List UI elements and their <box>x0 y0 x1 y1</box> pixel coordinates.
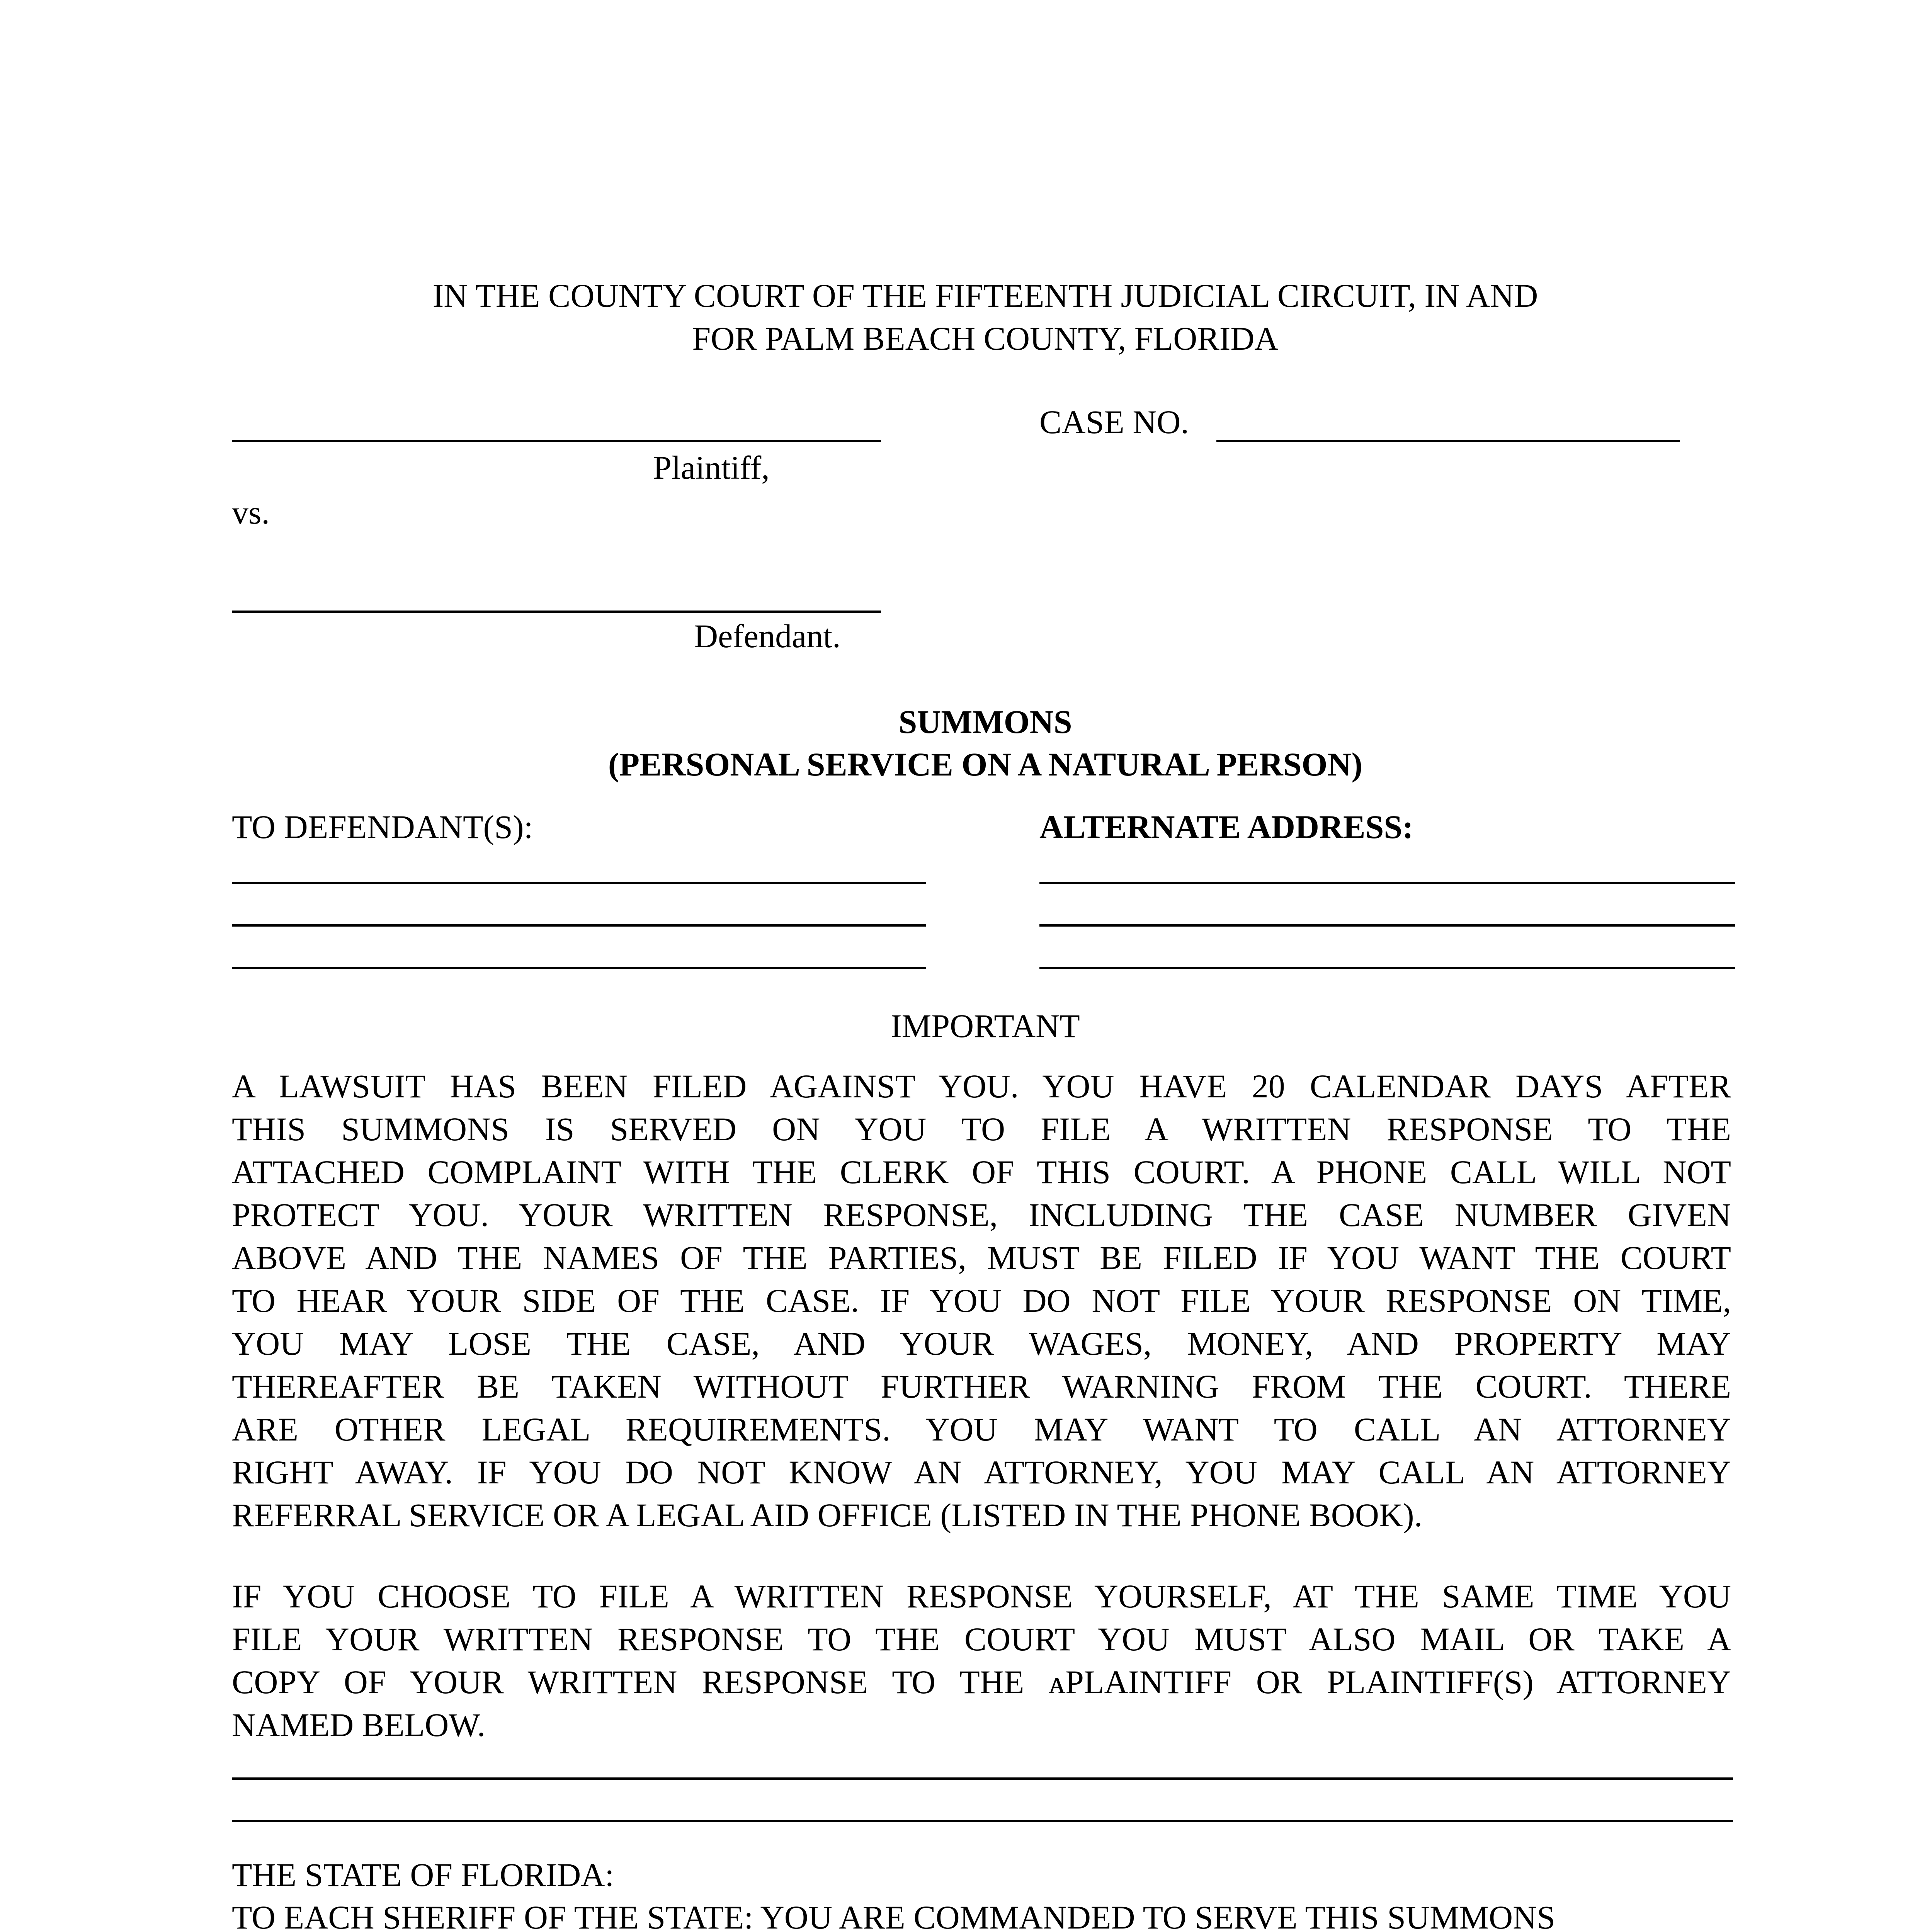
summons-title: SUMMONS <box>898 703 1072 740</box>
case-no-line[interactable] <box>1216 440 1680 442</box>
vs-label: vs. <box>232 494 270 531</box>
attorney-info-line[interactable] <box>232 1820 1733 1822</box>
court-heading-line-1: IN THE COUNTY COURT OF THE FIFTEENTH JUDICIAL CIRCUIT, IN AND <box>432 277 1538 314</box>
important-paragraph-2 <box>232 1575 1731 1747</box>
plaintiff-name-line[interactable] <box>232 440 881 442</box>
defendant-label: Defendant. <box>694 617 841 655</box>
paragraph-line: FILE YOUR WRITTEN RESPONSE TO THE COURT YOU MUST ALSO MAIL OR TAKE A <box>232 1621 1731 1658</box>
defendant-address-line[interactable] <box>232 967 926 969</box>
paragraph-line: PROTECT YOU. YOUR WRITTEN RESPONSE, INCLUDING THE CASE NUMBER GIVEN <box>232 1196 1731 1233</box>
defendant-address-line[interactable] <box>232 924 926 927</box>
state-line: THE STATE OF FLORIDA: <box>232 1856 614 1893</box>
case-no-label: CASE NO. <box>1039 403 1189 440</box>
alternate-address-line[interactable] <box>1039 924 1735 927</box>
to-defendants-label: TO DEFENDANT(S): <box>232 808 533 845</box>
summons-subtitle: (PERSONAL SERVICE ON A NATURAL PERSON) <box>608 746 1363 783</box>
important-heading: IMPORTANT <box>891 1007 1080 1044</box>
plaintiff-label: Plaintiff, <box>653 449 770 486</box>
paragraph-line: THEREAFTER BE TAKEN WITHOUT FURTHER WARNING FROM THE COURT. THERE <box>232 1368 1731 1405</box>
alternate-address-line[interactable] <box>1039 967 1735 969</box>
paragraph-line: ATTACHED COMPLAINT WITH THE CLERK OF THIS COURT. A PHONE CALL WILL NOT <box>232 1153 1731 1190</box>
defendant-name-line[interactable] <box>232 611 881 613</box>
alternate-address-line[interactable] <box>1039 882 1735 884</box>
paragraph-line: YOU MAY LOSE THE CASE, AND YOUR WAGES, MONEY, AND PROPERTY MAY <box>232 1325 1731 1362</box>
paragraph-line: NAMED BELOW. <box>232 1706 486 1743</box>
paragraph-line: THIS SUMMONS IS SERVED ON YOU TO FILE A WRITTEN RESPONSE TO THE <box>232 1111 1731 1148</box>
paragraph-line: ARE OTHER LEGAL REQUIREMENTS. YOU MAY WANT TO CALL AN ATTORNEY <box>232 1411 1731 1448</box>
paragraph-line: IF YOU CHOOSE TO FILE A WRITTEN RESPONSE YOURSELF, AT THE SAME TIME YOU <box>232 1578 1731 1615</box>
paragraph-line: RIGHT AWAY. IF YOU DO NOT KNOW AN ATTORNEY, YOU MAY CALL AN ATTORNEY <box>232 1454 1731 1491</box>
paragraph-line: COPY OF YOUR WRITTEN RESPONSE TO THE ᴀPLAINTIFF OR PLAINTIFF(S) ATTORNEY <box>232 1663 1731 1701</box>
paragraph-line: A LAWSUIT HAS BEEN FILED AGAINST YOU. YOU HAVE 20 CALENDAR DAYS AFTER <box>232 1068 1731 1105</box>
paragraph-line: ABOVE AND THE NAMES OF THE PARTIES, MUST BE FILED IF YOU WANT THE COURT <box>232 1239 1731 1276</box>
court-heading-line-2: FOR PALM BEACH COUNTY, FLORIDA <box>692 320 1279 357</box>
defendant-address-line[interactable] <box>232 882 926 884</box>
paragraph-line: TO HEAR YOUR SIDE OF THE CASE. IF YOU DO NOT FILE YOUR RESPONSE ON TIME, <box>232 1282 1731 1319</box>
paragraph-line: REFERRAL SERVICE OR A LEGAL AID OFFICE (LISTED IN THE PHONE BOOK). <box>232 1497 1423 1534</box>
alternate-address-label: ALTERNATE ADDRESS: <box>1039 808 1413 845</box>
attorney-info-line[interactable] <box>232 1777 1733 1780</box>
state-line: TO EACH SHERIFF OF THE STATE: YOU ARE COMMANDED TO SERVE THIS SUMMONS <box>232 1899 1556 1932</box>
important-paragraph-1 <box>232 1065 1731 1537</box>
